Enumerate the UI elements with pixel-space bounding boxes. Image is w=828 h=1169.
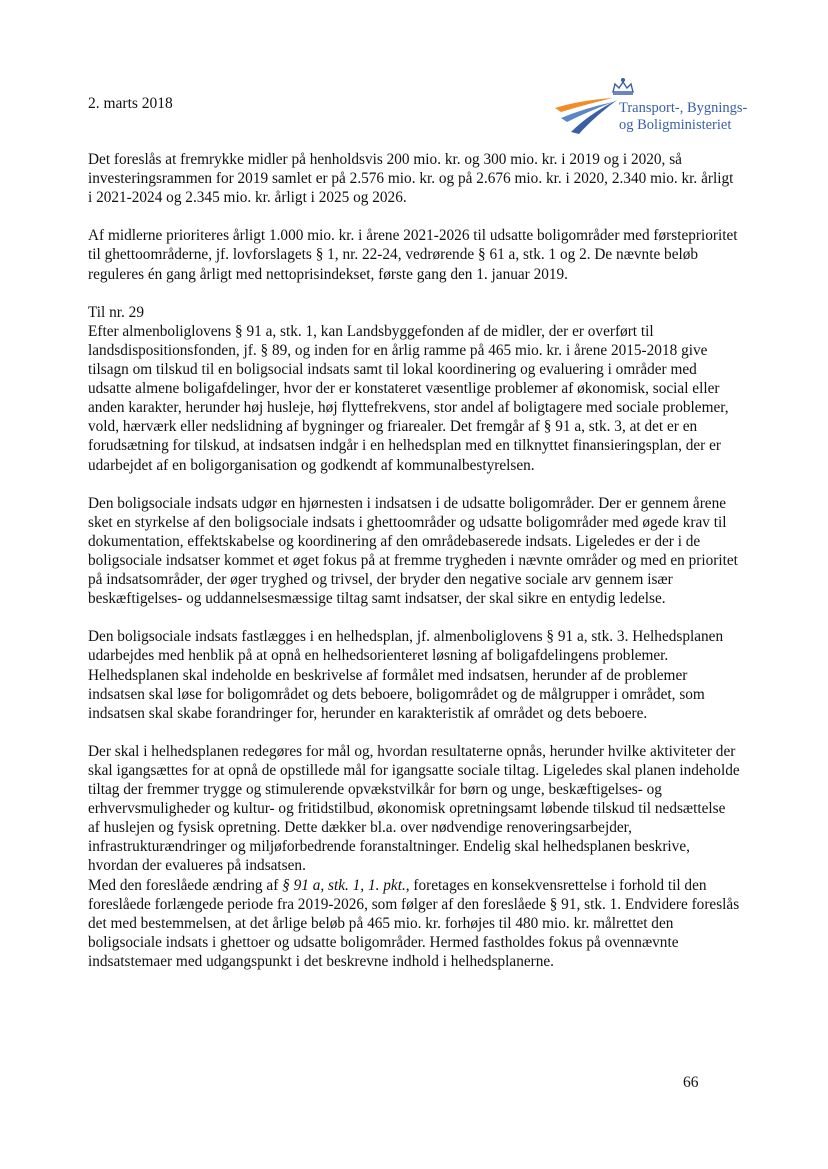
ministry-name <box>619 100 747 134</box>
paragraph-investment-frame: Det foreslås at fremrykke midler på henholdsvis 200 mio. kr. og 300 mio. kr. i 2019 og i 2020, så investeringsrammen for 2019 samlet er på 2.576 mio. kr. og på 2.676 mio. kr. i 2020, 2.340 mio. kr. årligt i 2021-2024 og 2.345 mio. kr. årligt i 2025 og 2026. <box>88 151 734 207</box>
section-heading: Til nr. 29 <box>88 303 144 321</box>
proposed-change-intro: Med den foreslåede ændring af <box>88 876 283 894</box>
document-date: 2. marts 2018 <box>88 95 173 112</box>
paragraph-proposed-change <box>88 876 740 971</box>
ministry-name-line2: og Boligministeriet <box>619 117 732 133</box>
ministry-name-line1: Transport-, Bygnings- <box>619 100 748 116</box>
page-number: 66 <box>683 1074 699 1091</box>
legal-reference: § 91 a, stk. 1, 1. pkt., <box>282 876 410 894</box>
document-body <box>88 150 740 990</box>
ministry-logo <box>553 78 763 138</box>
proposed-change-rest: foretages en konsekvensrettelse i forhold til den foreslåede forlængede periode fra 2019-2026, som følger af den foreslåede § 91, stk. 1. Endvidere foreslås det med bestemmelsen, at det årlige beløb på 465 mio. kr. forhøjes til 480 mio. kr. målrettet den boligsociale indsats i ghettoer og udsatte boligområder. Hermed fastholdes fokus på ovennævnte indsatstemaer med udgangspunkt i det beskrevne indhold i helhedsplanerne. <box>88 876 740 970</box>
paragraph-master-plan: Den boligsociale indsats fastlægges i en helhedsplan, jf. almenboliglovens § 91 a, stk. 3. Helhedsplanen udarbejdes med henblik på at opnå en helhedsorienteret løsning af boligafdelingens problemer. Helhedsplanen skal indeholde en beskrivelse af formålet med indsatsen, herunder af de problemer indsatsen skal løse for boligområdet og dets beboere, boligområdet og de målgrupper i området, som indsatsen skal skabe forandringer for, herunder en karakteristik af området og dets beboere. <box>88 628 724 722</box>
paragraph-social-effort: Den boligsociale indsats udgør en hjørnesten i indsatsen i de udsatte boligområder. Der er gennem årene sket en styrkelse af den boligsociale indsats i ghettoområder og udsatte boligområder med øgede krav til dokumentation, effektskabelse og koordinering af den områdebaserede indsats. Ligeledes er der i de boligsociale indsatser kommet et øget fokus på at fremme trygheden i nævnte områder og med en prioritet på indsatsområder, der øger tryghed og trivsel, der bryder den negative sociale arv gennem især beskæftigelses- og uddannelsesmæssige tiltag samt indsatser, der skal sikre en entydig ledelse. <box>88 494 738 608</box>
paragraph-priority: Af midlerne prioriteres årligt 1.000 mio. kr. i årene 2021-2026 til udsatte boligområder med førsteprioritet til ghettoområderne, jf. lovforslagets § 1, nr. 22-24, vedrørende § 61 a, stk. 1 og 2. De nævnte beløb reguleres én gang årligt med nettoprisindekset, første gang den 1. januar 2019. <box>88 227 738 283</box>
paragraph-plan-goals: Der skal i helhedsplanen redegøres for mål og, hvordan resultaterne opnås, herunder hvilke aktiviteter der skal igangsættes for at opnå de opstillede mål for igangsatte sociale tiltag. Ligeledes skal planen indeholde tiltag der fremmer trygge og stimulerende opvækstvilkår for børn og unge, beskæftigelses- og erhvervsmuligheder og kultur- og fritidstilbud, økonomisk opretningsamt løbende tilskud til nedsættelse af huslejen og fysisk opretning. Dette dækker bl.a. over nødvendige renoveringsarbejder, infrastrukturændringer og miljøforbedrende foranstaltninger. Endelig skal helhedsplanen beskrive, hvordan der evalueres på indsatsen. <box>88 742 740 875</box>
paragraph-current-law: Efter almenboliglovens § 91 a, stk. 1, kan Landsbyggefonden af de midler, der er overført til landsdispositionsfonden, jf. § 89, og inden for en årlig ramme på 465 mio. kr. i årene 2015-2018 give tilsagn om tilskud til en boligsocial indsats samt til lokal koordinering og evaluering i områder med udsatte almene boligafdelinger, hvor der er konstateret væsentlige problemer af økonomisk, social eller anden karakter, herunder høj husleje, høj flyttefrekvens, stor andel af boligtagere med sociale problemer, vold, hærværk eller nedslidning af bygninger og friarealer. Det fremgår af § 91 a, stk. 3, at det er en forudsætning for tilskud, at indsatsen indgår i en helhedsplan med en tilknyttet finansieringsplan, der er udarbejdet af en boligorganisation og godkendt af kommunalbestyrelsen. <box>88 322 729 474</box>
